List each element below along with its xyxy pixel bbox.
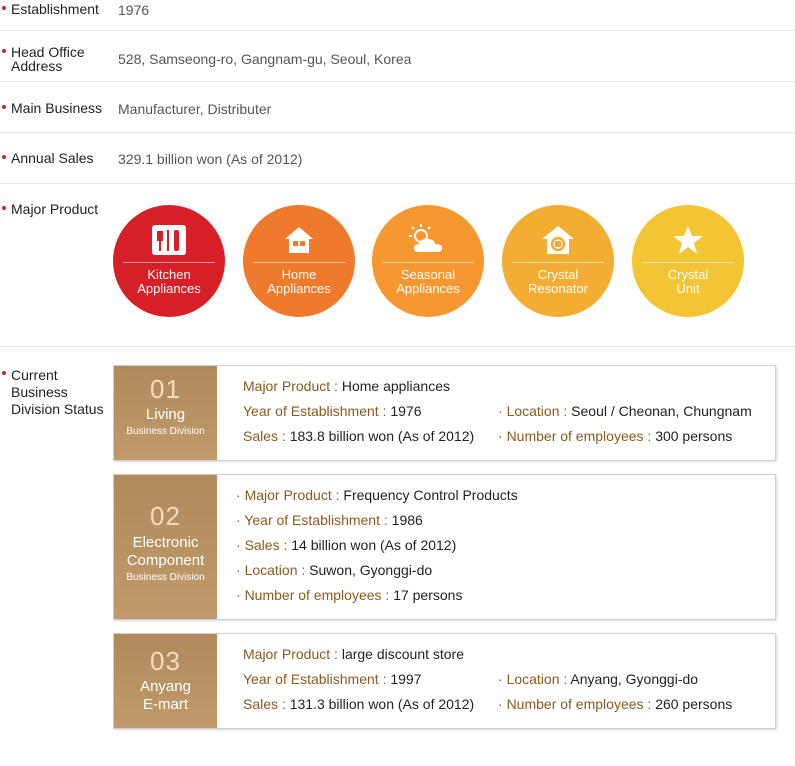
field-text: · xyxy=(236,537,245,553)
field-text: : xyxy=(279,537,292,553)
sales xyxy=(243,696,474,712)
field-text: 300 persons xyxy=(655,428,733,444)
major-product xyxy=(236,487,518,503)
field-text: : xyxy=(378,403,391,419)
year-established xyxy=(236,512,423,528)
seasonal-icon xyxy=(372,223,484,257)
field-text: : xyxy=(297,562,310,578)
employees xyxy=(498,696,732,712)
bullet-icon xyxy=(2,105,6,109)
division-card-living xyxy=(113,365,776,461)
product-label: Seasonal Appliances xyxy=(396,267,460,296)
sales-value: 329.1 billion won (As of 2012) xyxy=(118,151,303,167)
division-name: Anyang E-mart xyxy=(140,678,191,713)
bullet-icon xyxy=(2,206,6,210)
field-text: Major Product xyxy=(243,378,331,394)
field-text: Location xyxy=(506,403,560,419)
field-text: : xyxy=(643,428,656,444)
field-text: Frequency Control Products xyxy=(343,487,518,503)
division-sub: Business Division xyxy=(126,426,205,437)
field-text: 17 persons xyxy=(393,587,463,603)
establishment-row xyxy=(0,0,795,31)
address-value: 528, Samseong-ro, Gangnam-gu, Seoul, Korea xyxy=(118,51,412,67)
field-text: Number of employees xyxy=(506,696,644,712)
field-text: · xyxy=(236,587,245,603)
business-label xyxy=(11,101,102,115)
field-text: · xyxy=(236,487,245,503)
division-number: 03 xyxy=(150,646,181,676)
product-label: Crystal Unit xyxy=(667,267,709,296)
sales xyxy=(243,428,474,444)
field-text: Major Product xyxy=(243,646,331,662)
field-text: : xyxy=(559,403,572,419)
field-text: 1986 xyxy=(391,512,423,528)
field-text: · xyxy=(498,428,507,444)
product-home[interactable] xyxy=(243,205,355,317)
field-text: : xyxy=(331,487,344,503)
bullet-icon xyxy=(2,49,6,53)
sales xyxy=(236,537,456,553)
field-text: Suwon, Gyonggi-do xyxy=(309,562,433,578)
field-text: Location xyxy=(506,671,560,687)
year-established xyxy=(243,671,422,687)
division-sub: Business Division xyxy=(126,572,205,583)
division-card-emart xyxy=(113,633,776,729)
field-text: 260 persons xyxy=(655,696,733,712)
field-text: : xyxy=(278,696,290,712)
product-label: Crystal Resonator xyxy=(528,267,588,296)
product-label: Kitchen Appliances xyxy=(137,267,201,296)
product-crystal-unit[interactable] xyxy=(632,205,744,317)
field-text: : xyxy=(643,696,656,712)
kitchen-icon xyxy=(113,223,225,257)
product-kitchen[interactable] xyxy=(113,205,225,317)
star-icon xyxy=(632,223,744,257)
field-text: Sales xyxy=(243,696,279,712)
field-text: 1976 xyxy=(390,403,422,419)
field-text: Major Product xyxy=(244,487,332,503)
product-seasonal[interactable] xyxy=(372,205,484,317)
field-text: · xyxy=(498,696,507,712)
field-text: Year of Establishment xyxy=(243,403,379,419)
field-text: : xyxy=(330,646,342,662)
division-number: 01 xyxy=(150,374,181,404)
business-value: Manufacturer, Distributer xyxy=(118,101,272,117)
major-product xyxy=(243,378,450,394)
division-card-electronic xyxy=(113,474,776,620)
field-text: Year of Establishment xyxy=(244,512,380,528)
employees xyxy=(236,587,462,603)
field-text: Sales xyxy=(244,537,280,553)
field-text: · xyxy=(236,562,245,578)
establishment-label xyxy=(11,2,99,16)
division-tag xyxy=(114,366,217,460)
field-text: Location xyxy=(244,562,298,578)
resonator-icon xyxy=(502,223,614,257)
establishment-value: 1976 xyxy=(118,2,150,18)
business-row xyxy=(0,81,795,133)
field-text: Number of employees xyxy=(244,587,382,603)
field-text: Home appliances xyxy=(341,378,450,394)
division-name: Electronic Component xyxy=(126,534,205,569)
bullet-icon xyxy=(2,6,6,10)
field-text: 183.8 billion won (As of 2012) xyxy=(289,428,475,444)
division-tag xyxy=(114,475,217,619)
division-number: 02 xyxy=(150,501,181,531)
employees xyxy=(498,428,732,444)
field-text: Anyang, Gyonggi-do xyxy=(570,671,699,687)
product-label xyxy=(11,202,98,216)
business-label-text: Main Business xyxy=(11,100,103,116)
field-text: · xyxy=(498,671,507,687)
home-icon xyxy=(243,223,355,257)
sales-row xyxy=(0,132,795,184)
location xyxy=(498,671,698,687)
address-label xyxy=(11,45,85,73)
field-text: Number of employees xyxy=(506,428,644,444)
division-name: Living xyxy=(145,406,186,423)
bullet-icon xyxy=(2,371,6,375)
field-text: Sales xyxy=(243,428,279,444)
product-label: Home Appliances xyxy=(267,267,331,296)
location xyxy=(498,403,752,419)
field-text: · xyxy=(498,403,507,419)
field-text: : xyxy=(378,671,391,687)
field-text: : xyxy=(330,378,342,394)
location xyxy=(236,562,432,578)
product-label-text: Major Product xyxy=(11,201,99,217)
field-text: : xyxy=(380,512,392,528)
address-label-text: Head Office Address xyxy=(11,44,85,74)
year-established xyxy=(243,403,422,419)
division-tag xyxy=(114,634,217,728)
field-text: 1997 xyxy=(390,671,422,687)
field-text: large discount store xyxy=(341,646,465,662)
major-product xyxy=(243,646,464,662)
field-text: Seoul / Cheonan, Chungnam xyxy=(571,403,752,419)
bullet-icon xyxy=(2,155,6,159)
field-text: : xyxy=(381,587,394,603)
field-text: 131.3 billion won (As of 2012) xyxy=(289,696,475,712)
field-text: : xyxy=(559,671,571,687)
division-label xyxy=(11,367,104,418)
sales-label-text: Annual Sales xyxy=(11,150,94,166)
field-text: : xyxy=(278,428,290,444)
establishment-label-text: Establishment xyxy=(11,1,99,17)
field-text: Year of Establishment xyxy=(243,671,379,687)
sales-label xyxy=(11,151,94,165)
field-text: · xyxy=(236,512,245,528)
address-row xyxy=(0,30,795,82)
division-label-text: Current Business Division Status xyxy=(11,367,104,417)
field-text: 14 billion won (As of 2012) xyxy=(291,537,457,553)
product-resonator[interactable] xyxy=(502,205,614,317)
